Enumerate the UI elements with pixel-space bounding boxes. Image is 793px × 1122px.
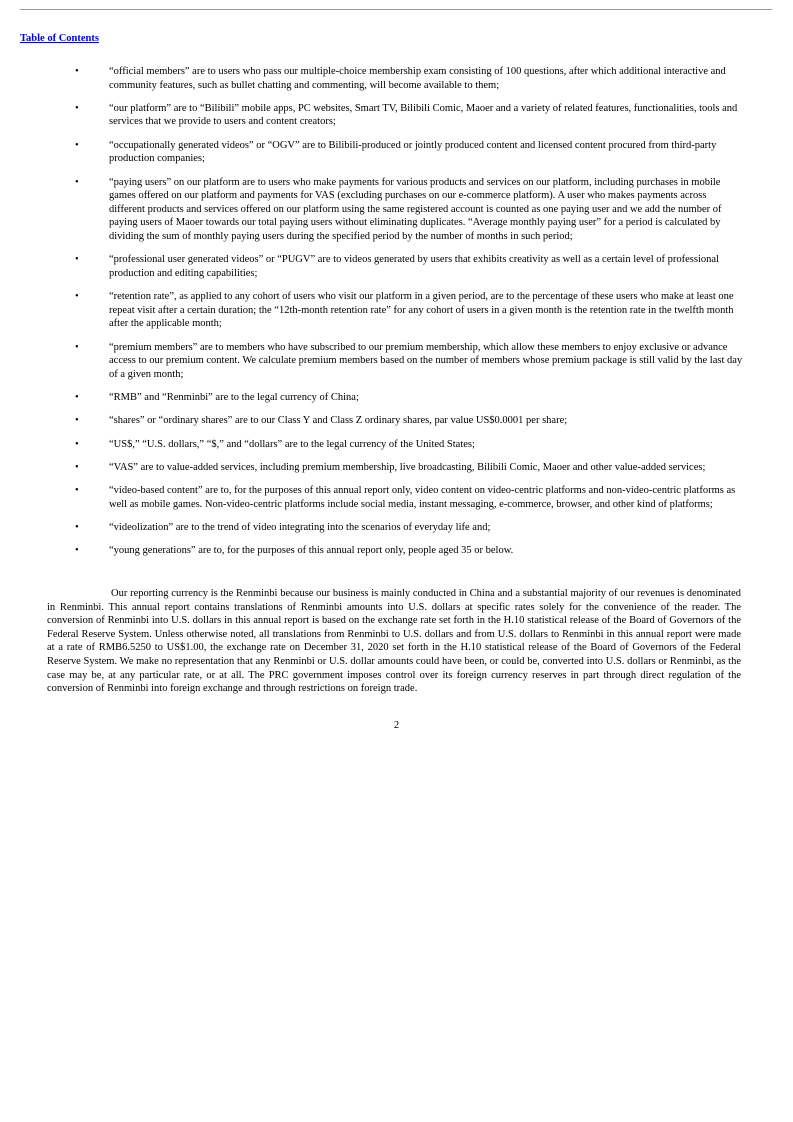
bullet-icon: • [75, 392, 79, 404]
list-item [40, 484, 745, 511]
page-number: 2 [393, 720, 400, 731]
definition-text: “professional user generated videos” or “PUGV” are to videos generated by users that exhibits creativity as well as a certain level of professional production and editing capabilities; [109, 254, 719, 279]
definition-text: “retention rate”, as applied to any cohort of users who visit our platform in a given period, are to the percentage of these users who make at least one repeat visit after a certain duration; the “12th-month retention rate” for any cohort of users in a given month is the retention rate in the twelfth month after the applicable month; [109, 291, 734, 330]
list-item [40, 341, 745, 382]
list-item [40, 544, 745, 558]
list-item [40, 176, 745, 244]
list-item [40, 290, 745, 331]
bullet-icon: • [75, 139, 79, 151]
definition-text: “premium members” are to members who have subscribed to our premium membership, which allow these members to enjoy exclusive or advance access to our premium content. We calculate premium members based on the number of members whose premium package is still valid by the last day of a given month; [109, 341, 743, 380]
list-item [40, 102, 745, 129]
bullet-icon: • [75, 438, 79, 450]
definition-text: “VAS” are to value-added services, including premium membership, live broadcasting, Bilibili Comic, Maoer and other value-added services; [109, 461, 706, 473]
table-of-contents-link[interactable]: Table of Contents [20, 33, 99, 44]
list-item [40, 461, 745, 475]
list-item [40, 438, 745, 452]
bullet-icon: • [75, 415, 79, 427]
bullet-icon: • [75, 522, 79, 534]
list-item [40, 414, 745, 428]
bullet-icon: • [75, 66, 79, 77]
bullet-icon: • [75, 102, 79, 114]
bullet-icon: • [75, 485, 79, 497]
definition-text: “videolization” are to the trend of video integrating into the scenarios of everyday life and; [109, 522, 491, 534]
bullet-icon: • [75, 461, 79, 473]
definition-text: “our platform” are to “Bilibili” mobile apps, PC websites, Smart TV, Bilibili Comic, Maoer and a variety of related features, functionalities, tools and services that we provide to users and content creators; [109, 102, 738, 128]
list-item [40, 521, 745, 535]
definition-text: “young generations” are to, for the purposes of this annual report only, people aged 35 or below. [109, 545, 514, 557]
list-item [40, 65, 745, 92]
bullet-icon: • [75, 291, 79, 303]
definition-text: “RMB” and “Renminbi” are to the legal currency of China; [109, 392, 359, 404]
list-item [40, 253, 745, 280]
list-item [40, 139, 745, 166]
definition-text: “occupationally generated videos” or “OGV” are to Bilibili-produced or jointly produced content and licensed content procured from third-party production companies; [109, 139, 717, 165]
definition-text: “US$,” “U.S. dollars,” “$,” and “dollars” are to the legal currency of the United States; [109, 438, 475, 450]
bullet-icon: • [75, 545, 79, 557]
bullet-icon: • [75, 254, 79, 266]
definition-text: “official members” are to users who pass our multiple-choice membership exam consisting of 100 questions, after which additional interactive and community features, such as bullet chatting and commenting, will become available to them; [109, 66, 726, 91]
top-divider [20, 9, 772, 10]
definitions-list [40, 65, 745, 568]
definition-text: “video-based content” are to, for the purposes of this annual report only, video content on video-centric platforms and non-video-centric platforms as well as mobile games. Non-video-centric platforms include social media, instant messaging, e-commerce, browser, and other kind of platforms; [109, 485, 736, 510]
definition-text: “shares” or “ordinary shares” are to our Class Y and Class Z ordinary shares, par value US$0.0001 per share; [109, 415, 568, 427]
bullet-icon: • [75, 341, 79, 353]
list-item [40, 391, 745, 405]
definition-text: “paying users” on our platform are to users who make payments for various products and services on our platform, including purchases in mobile games offered on our platform and payments for VAS (excluding purchases on our e-commerce platform). A user who makes payments across different products and services offered on our platform using the same registered account is counted as one paying user and we add the number of paying users of Maoer towards our total paying users without eliminating duplicates. “Average monthly paying user” for a period is calculated by dividing the sum of monthly paying users during the specified period by the number of months in such period; [109, 176, 722, 242]
currency-paragraph: Our reporting currency is the Renminbi because our business is mainly conducted in China and a substantial majority of our revenues is denominated in Renminbi. This annual report contains translations of Renminbi amounts into U.S. dollars at specific rates solely for the convenience of the reader. The conversion of Renminbi into U.S. dollars in this annual report is based on the exchange rate set forth in the H.10 statistical release of the Board of Governors of the Federal Reserve System. Unless otherwise noted, all translations from Renminbi to U.S. dollars and from U.S. dollars to Renminbi in this annual report were made at a rate of RMB6.5250 to US$1.00, the exchange rate on December 31, 2020 set forth in the H.10 statistical release of the Board of Governors of the Federal Reserve System. We make no representation that any Renminbi or U.S. dollar amounts could have been, or could be, converted into U.S. dollars or Renminbi, as the case may be, at any particular rate, or at all. The PRC government imposes control over its foreign currency reserves in part through direct regulation of the conversion of Renminbi into foreign exchange and through restrictions on foreign trade. [47, 588, 741, 695]
bullet-icon: • [75, 176, 79, 188]
